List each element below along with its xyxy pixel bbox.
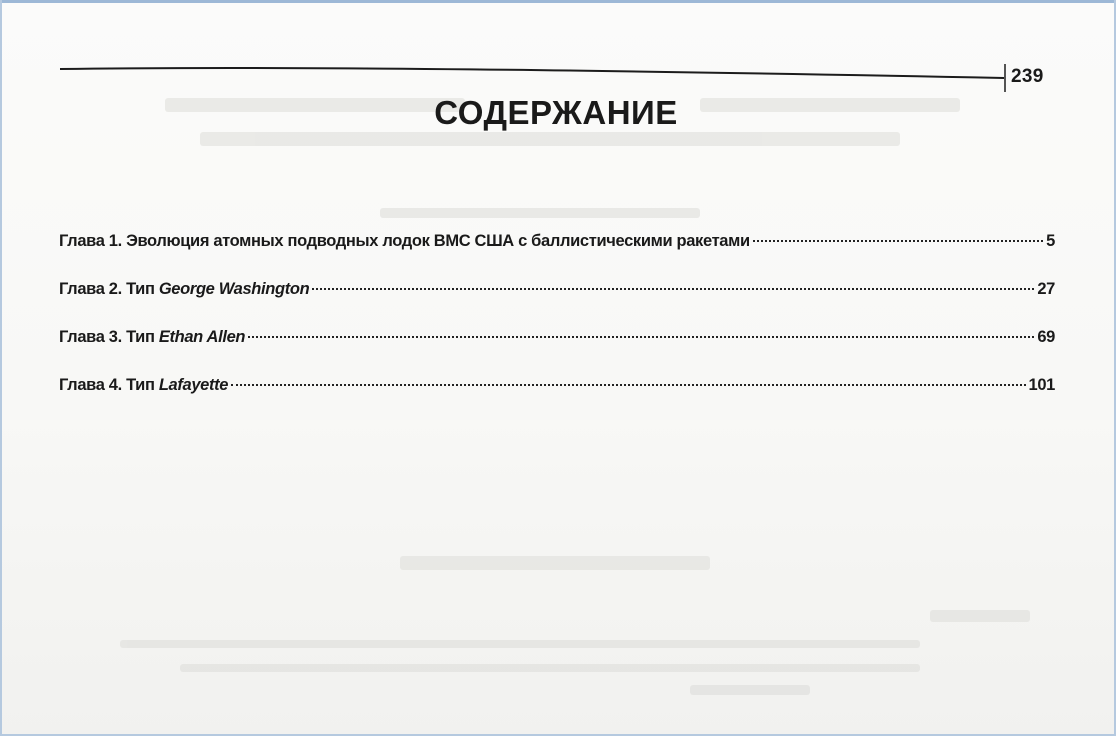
dot-leader: [231, 384, 1025, 386]
bleed-line: [200, 132, 900, 146]
bleed-line: [930, 610, 1030, 622]
toc-entry-chapter-4[interactable]: [59, 376, 1055, 424]
toc-entry-prefix: Глава 1. Эволюция атомных подводных лодок ВМС США с баллистическими ракетами: [59, 232, 750, 250]
toc-entry-chapter-3[interactable]: [59, 328, 1055, 376]
toc-entry-page: 69: [1037, 328, 1055, 346]
toc-entry-ship: Lafayette: [158, 376, 229, 394]
dot-leader: [753, 240, 1043, 242]
toc-entry-page: 27: [1037, 280, 1055, 298]
toc-entry-prefix: Глава 4. Тип: [59, 376, 159, 394]
header-rule: [0, 0, 1116, 100]
toc-entry-page: 101: [1028, 376, 1055, 394]
dot-leader: [248, 336, 1034, 338]
toc-entry-label: [59, 232, 750, 251]
window-border-left: [0, 0, 2, 736]
toc-entry-label: [59, 328, 245, 347]
toc-entry-ship: Ethan Allen: [158, 328, 246, 346]
dot-leader: [312, 288, 1034, 290]
bleed-line: [180, 664, 920, 672]
bleed-line: [400, 556, 710, 570]
bleed-line: [690, 685, 810, 695]
window-border-top: [0, 0, 1116, 3]
toc-entry-label: [59, 280, 309, 299]
page-number: 239: [1011, 66, 1044, 87]
toc-entry-prefix: Глава 3. Тип: [59, 328, 159, 346]
table-of-contents: [59, 232, 1055, 424]
toc-entry-prefix: Глава 2. Тип: [59, 280, 159, 298]
toc-entry-chapter-2[interactable]: [59, 280, 1055, 328]
toc-entry-page: 5: [1046, 232, 1055, 250]
toc-entry-label: [59, 376, 228, 395]
bleed-line: [380, 208, 700, 218]
toc-entry-ship: George Washington: [158, 280, 310, 298]
toc-entry-chapter-1[interactable]: [59, 232, 1055, 280]
page-title: [0, 94, 1116, 132]
header-line: [60, 68, 1004, 78]
page-title-text: СОДЕРЖАНИЕ: [434, 94, 678, 131]
bleed-line: [120, 640, 920, 648]
